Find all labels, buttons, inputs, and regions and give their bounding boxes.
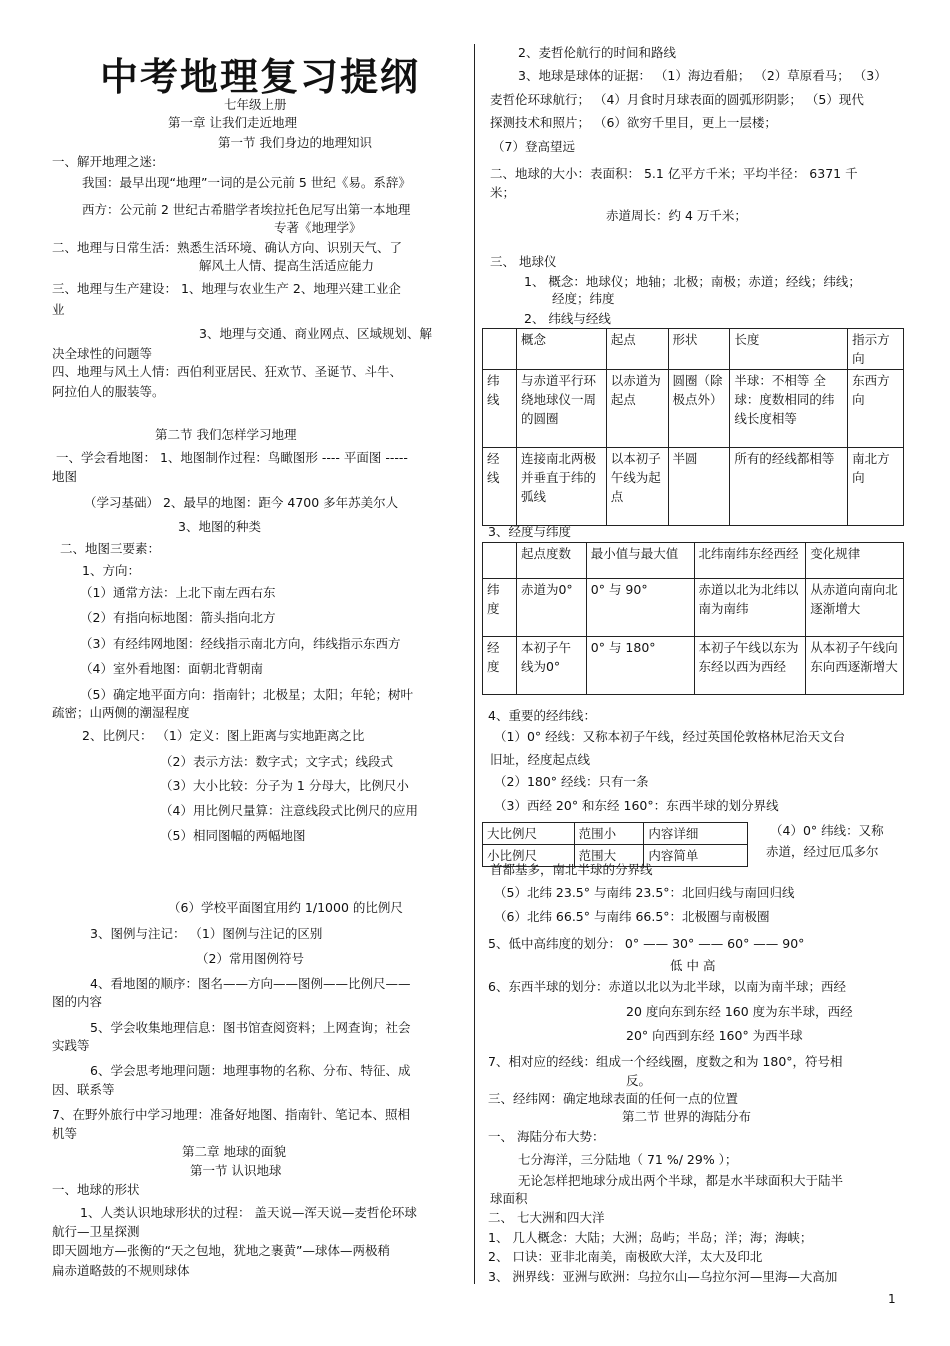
right-text-line: 第二节 世界的海陆分布: [622, 1109, 751, 1124]
table-cell: 赤道为0°: [516, 579, 586, 637]
scale-comparison-table: [482, 822, 748, 867]
left-text-line: （2）表示方法：数字式；文字式；线段式: [160, 754, 393, 769]
right-text-line: 2、 纬线与经线: [524, 311, 611, 326]
table-cell: [483, 329, 517, 370]
table-cell: 内容详细: [644, 823, 748, 845]
table-cell: 纬度: [483, 579, 517, 637]
left-text-line: （3）大小比较：分子为 1 分母大，比例尺小: [160, 778, 409, 793]
left-text-line: 7、在野外旅行中学习地理：准备好地图、指南针、笔记本、照相: [52, 1107, 410, 1122]
document-title: 中考地理复习提纲: [100, 54, 421, 99]
table-cell: 与赤道平行环绕地球仪一周的圆圈: [516, 370, 606, 448]
left-text-line: 图的内容: [52, 994, 103, 1009]
left-text-line: （学习基础） 2、最早的地图：距今 4700 多年苏美尔人: [84, 495, 399, 510]
right-text-line: 3、 洲界线：亚洲与欧洲：乌拉尔山—乌拉尔河—里海—大高加: [488, 1269, 838, 1284]
left-text-line: （6）学校平面图宜用约 1/1000 的比例尺: [168, 900, 403, 915]
table-cell: 0° 与 90°: [586, 579, 694, 637]
table-cell: [483, 543, 517, 579]
right-text-line: 反。: [626, 1073, 652, 1088]
right-text-line: 2、麦哲伦航行的时间和路线: [518, 45, 676, 60]
left-text-line: （5）确定地平面方向：指南针；北极星；太阳；年轮；树叶: [80, 687, 413, 702]
table-cell: 南北方向: [848, 448, 904, 526]
right-text-line: （4）0° 纬线：又称: [770, 823, 884, 838]
right-text-line: 3、地球是球体的证据： （1）海边看船； （2）草原看马； （3）: [518, 68, 887, 83]
left-text-line: （5）相同图幅的两幅地图: [160, 828, 306, 843]
left-text-line: 我国：最早出现“地理”一词的是公元前 5 世纪《易。系辞》: [82, 175, 411, 190]
table-cell: 东西方向: [848, 370, 904, 448]
left-text-line: 5、学会收集地理信息：图书馆查阅资料；上网查询；社会: [90, 1020, 411, 1035]
right-text-line: （3）西经 20° 和东经 160°：东西半球的划分界线: [494, 798, 779, 813]
table-cell: 本初子午线为0°: [516, 637, 586, 695]
left-text-line: 二、地图三要素：: [60, 541, 161, 556]
left-text-line: （2）常用图例符号: [196, 951, 304, 966]
right-text-line: 20 度向东到东经 160 度为东半球，西经: [626, 1004, 853, 1019]
column-divider: [474, 44, 475, 1284]
table-cell: 大比例尺: [483, 823, 575, 845]
right-text-line: 2、 口诀：亚非北南美，南极欧大洋，太大及印北: [488, 1249, 763, 1264]
table-row: [483, 845, 748, 867]
table-row: [483, 579, 904, 637]
left-text-line: （2）有指向标地图：箭头指向北方: [80, 610, 276, 625]
right-text-line: 球面积: [490, 1191, 528, 1206]
table-cell: 所有的经线都相等: [730, 448, 848, 526]
right-text-line: 三、 地球仪: [490, 254, 557, 269]
right-text-line: 7、相对应的经线：组成一个经线圈，度数之和为 180°，符号相: [488, 1054, 843, 1069]
table-row: [483, 329, 904, 370]
right-text-line: （6）北纬 66.5° 与南纬 66.5°：北极圈与南极圈: [494, 909, 770, 924]
left-text-line: 疏密；山两侧的潮湿程度: [52, 705, 190, 720]
right-text-line: 二、地球的大小：表面积： 5.1 亿平方千米；平均半径： 6371 千: [490, 166, 858, 181]
table-cell: 形状: [668, 329, 730, 370]
right-text-line: 旧址，经度起点线: [490, 752, 591, 767]
table-cell: 从赤道向南向北逐渐增大: [806, 579, 904, 637]
left-text-line: 第一节 认识地球: [190, 1163, 282, 1178]
right-text-line: 1、 几人概念：大陆；大洲；岛屿；半岛；洋；海；海峡；: [488, 1230, 813, 1245]
right-text-line: 七分海洋，三分陆地（ 71 %/ 29% ）；: [518, 1152, 738, 1167]
left-text-line: 3、图例与注记： （1）图例与注记的区别: [90, 926, 323, 941]
page-number: 1: [888, 1292, 896, 1306]
left-text-line: 四、地理与风土人情：西伯利亚居民、狂欢节、圣诞节、斗牛、: [52, 364, 403, 379]
right-text-line: 经度；纬度: [552, 291, 615, 306]
left-text-line: 第一章 让我们走近地理: [168, 115, 297, 130]
left-text-line: （4）用比例尺量算：注意线段式比例尺的应用: [160, 803, 418, 818]
right-text-line: 赤道，经过厄瓜多尔: [766, 844, 879, 859]
table-cell: 经度: [483, 637, 517, 695]
left-text-line: 实践等: [52, 1038, 90, 1053]
right-text-line: 三、经纬网：确定地球表面的任何一点的位置: [488, 1091, 739, 1106]
left-text-line: （1）通常方法：上北下南左西右东: [80, 585, 276, 600]
left-text-line: 业: [52, 302, 65, 317]
left-text-line: 即天圆地方—张衡的“天之包地，犹地之裹黄”—球体—两极稍: [52, 1243, 390, 1258]
table-row: [483, 543, 904, 579]
left-text-line: 三、地理与生产建设： 1、地理与农业生产 2、地理兴建工业企: [52, 281, 401, 296]
table-cell: 最小值与最大值: [586, 543, 694, 579]
left-text-line: 3、地理与交通、商业网点、区域规划、解: [199, 326, 432, 341]
latitude-longitude-lines-table: [482, 328, 904, 526]
table-cell: 小比例尺: [483, 845, 575, 867]
left-text-line: 4、看地图的顺序：图名——方向——图例——比例尺——: [90, 976, 411, 991]
left-text-line: 3、地图的种类: [178, 519, 261, 534]
table-cell: 0° 与 180°: [586, 637, 694, 695]
right-text-line: 首都基多，南北半球的分界线: [490, 862, 653, 877]
table-cell: 长度: [730, 329, 848, 370]
table-cell: 以本初子午线为起点: [606, 448, 668, 526]
left-text-line: 二、地理与日常生活：熟悉生活环境、确认方向、识别天气、了: [52, 240, 403, 255]
table-cell: 起点: [606, 329, 668, 370]
right-text-line: 赤道周长：约 4 万千米；: [606, 208, 747, 223]
left-text-line: 航行—卫星探测: [52, 1224, 140, 1239]
right-text-line: 麦哲伦环球航行； （4）月食时月球表面的圆弧形阴影； （5）现代: [490, 92, 864, 107]
left-text-line: 一、学会看地图： 1、地图制作过程：鸟瞰图形 ---- 平面图 -----: [56, 450, 408, 465]
right-text-line: （5）北纬 23.5° 与南纬 23.5°：北回归线与南回归线: [494, 885, 795, 900]
table-cell: 从本初子午线向东向西逐渐增大: [806, 637, 904, 695]
left-text-line: 阿拉伯人的服装等。: [52, 384, 165, 399]
right-text-line: 探测技术和照片； （6）欲穷千里目，更上一层楼；: [490, 115, 777, 130]
table-row: [483, 823, 748, 845]
right-text-line: （7）登高望远: [492, 139, 575, 154]
left-text-line: 第二节 我们怎样学习地理: [155, 427, 297, 442]
left-text-line: （4）室外看地图：面朝北背朝南: [80, 661, 263, 676]
table-row: [483, 370, 904, 448]
table-cell: 半球：不相等 全球：度数相同的纬线长度相等: [730, 370, 848, 448]
right-text-line: 1、 概念：地球仪；地轴；北极；南极；赤道；经线；纬线；: [524, 274, 861, 289]
table-cell: 圆圈（除极点外）: [668, 370, 730, 448]
left-text-line: 专著《地理学》: [274, 220, 362, 235]
right-text-line: 3、经度与纬度: [488, 524, 571, 539]
table-row: [483, 637, 904, 695]
right-text-line: 一、 海陆分布大势：: [488, 1129, 605, 1144]
right-text-line: 低 中 高: [670, 958, 716, 973]
right-text-line: 20° 向西到东经 160° 为西半球: [626, 1028, 803, 1043]
left-text-line: 地图: [52, 469, 78, 484]
left-text-line: 一、地球的形状: [52, 1182, 140, 1197]
table-cell: 本初子午线以东为东经以西为西经: [694, 637, 806, 695]
left-text-line: 1、人类认识地球形状的过程： 盖天说—浑天说—麦哲伦环球: [80, 1205, 417, 1220]
left-text-line: 决全球性的问题等: [52, 346, 153, 361]
table-cell: 变化规律: [806, 543, 904, 579]
right-text-line: 5、低中高纬度的划分： 0° —— 30° —— 60° —— 90°: [488, 936, 805, 951]
table-cell: 概念: [516, 329, 606, 370]
table-cell: 起点度数: [516, 543, 586, 579]
table-cell: 以赤道为起点: [606, 370, 668, 448]
table-cell: 连接南北两极并垂直于纬的弧线: [516, 448, 606, 526]
left-text-line: 1、方向：: [82, 563, 140, 578]
left-text-line: 西方：公元前 2 世纪古希腊学者埃拉托色尼写出第一本地理: [82, 202, 411, 217]
table-cell: 范围大: [574, 845, 644, 867]
left-text-line: 扁赤道略鼓的不规则球体: [52, 1263, 190, 1278]
table-cell: 半圆: [668, 448, 730, 526]
table-cell: 北纬南纬东经西经: [694, 543, 806, 579]
left-text-line: 6、学会思考地理问题：地理事物的名称、分布、特征、成: [90, 1063, 411, 1078]
table-cell: 范围小: [574, 823, 644, 845]
left-text-line: 一、解开地理之迷:: [52, 154, 157, 169]
right-text-line: （2）180° 经线：只有一条: [494, 774, 649, 789]
left-text-line: 七年级上册: [224, 97, 287, 112]
table-cell: 纬线: [483, 370, 517, 448]
left-text-line: 2、比例尺： （1）定义：图上距离与实地距离之比: [82, 728, 365, 743]
right-text-line: 4、重要的经纬线：: [488, 708, 596, 723]
table-cell: 指示方向: [848, 329, 904, 370]
right-text-line: 无论怎样把地球分成出两个半球，都是水半球面积大于陆半: [518, 1173, 844, 1188]
left-text-line: 因、联系等: [52, 1082, 115, 1097]
left-text-line: （3）有经纬网地图：经线指示南北方向，纬线指示东西方: [80, 636, 401, 651]
left-text-line: 第一节 我们身边的地理知识: [218, 135, 372, 150]
table-cell: 赤道以北为北纬以南为南纬: [694, 579, 806, 637]
right-text-line: 6、东西半球的划分：赤道以北以为北半球，以南为南半球；西经: [488, 979, 846, 994]
left-text-line: 机等: [52, 1126, 78, 1141]
right-text-line: （1）0° 经线：又称本初子午线，经过英国伦敦格林尼治天文台: [494, 729, 846, 744]
left-text-line: 解风土人情、提高生活适应能力: [199, 258, 375, 273]
longitude-latitude-table: [482, 542, 904, 695]
table-row: [483, 448, 904, 526]
left-text-line: 第二章 地球的面貌: [182, 1144, 286, 1159]
right-text-line: 米；: [490, 185, 516, 200]
table-cell: 经线: [483, 448, 517, 526]
right-text-line: 二、 七大洲和四大洋: [488, 1210, 605, 1225]
table-cell: 内容简单: [644, 845, 748, 867]
